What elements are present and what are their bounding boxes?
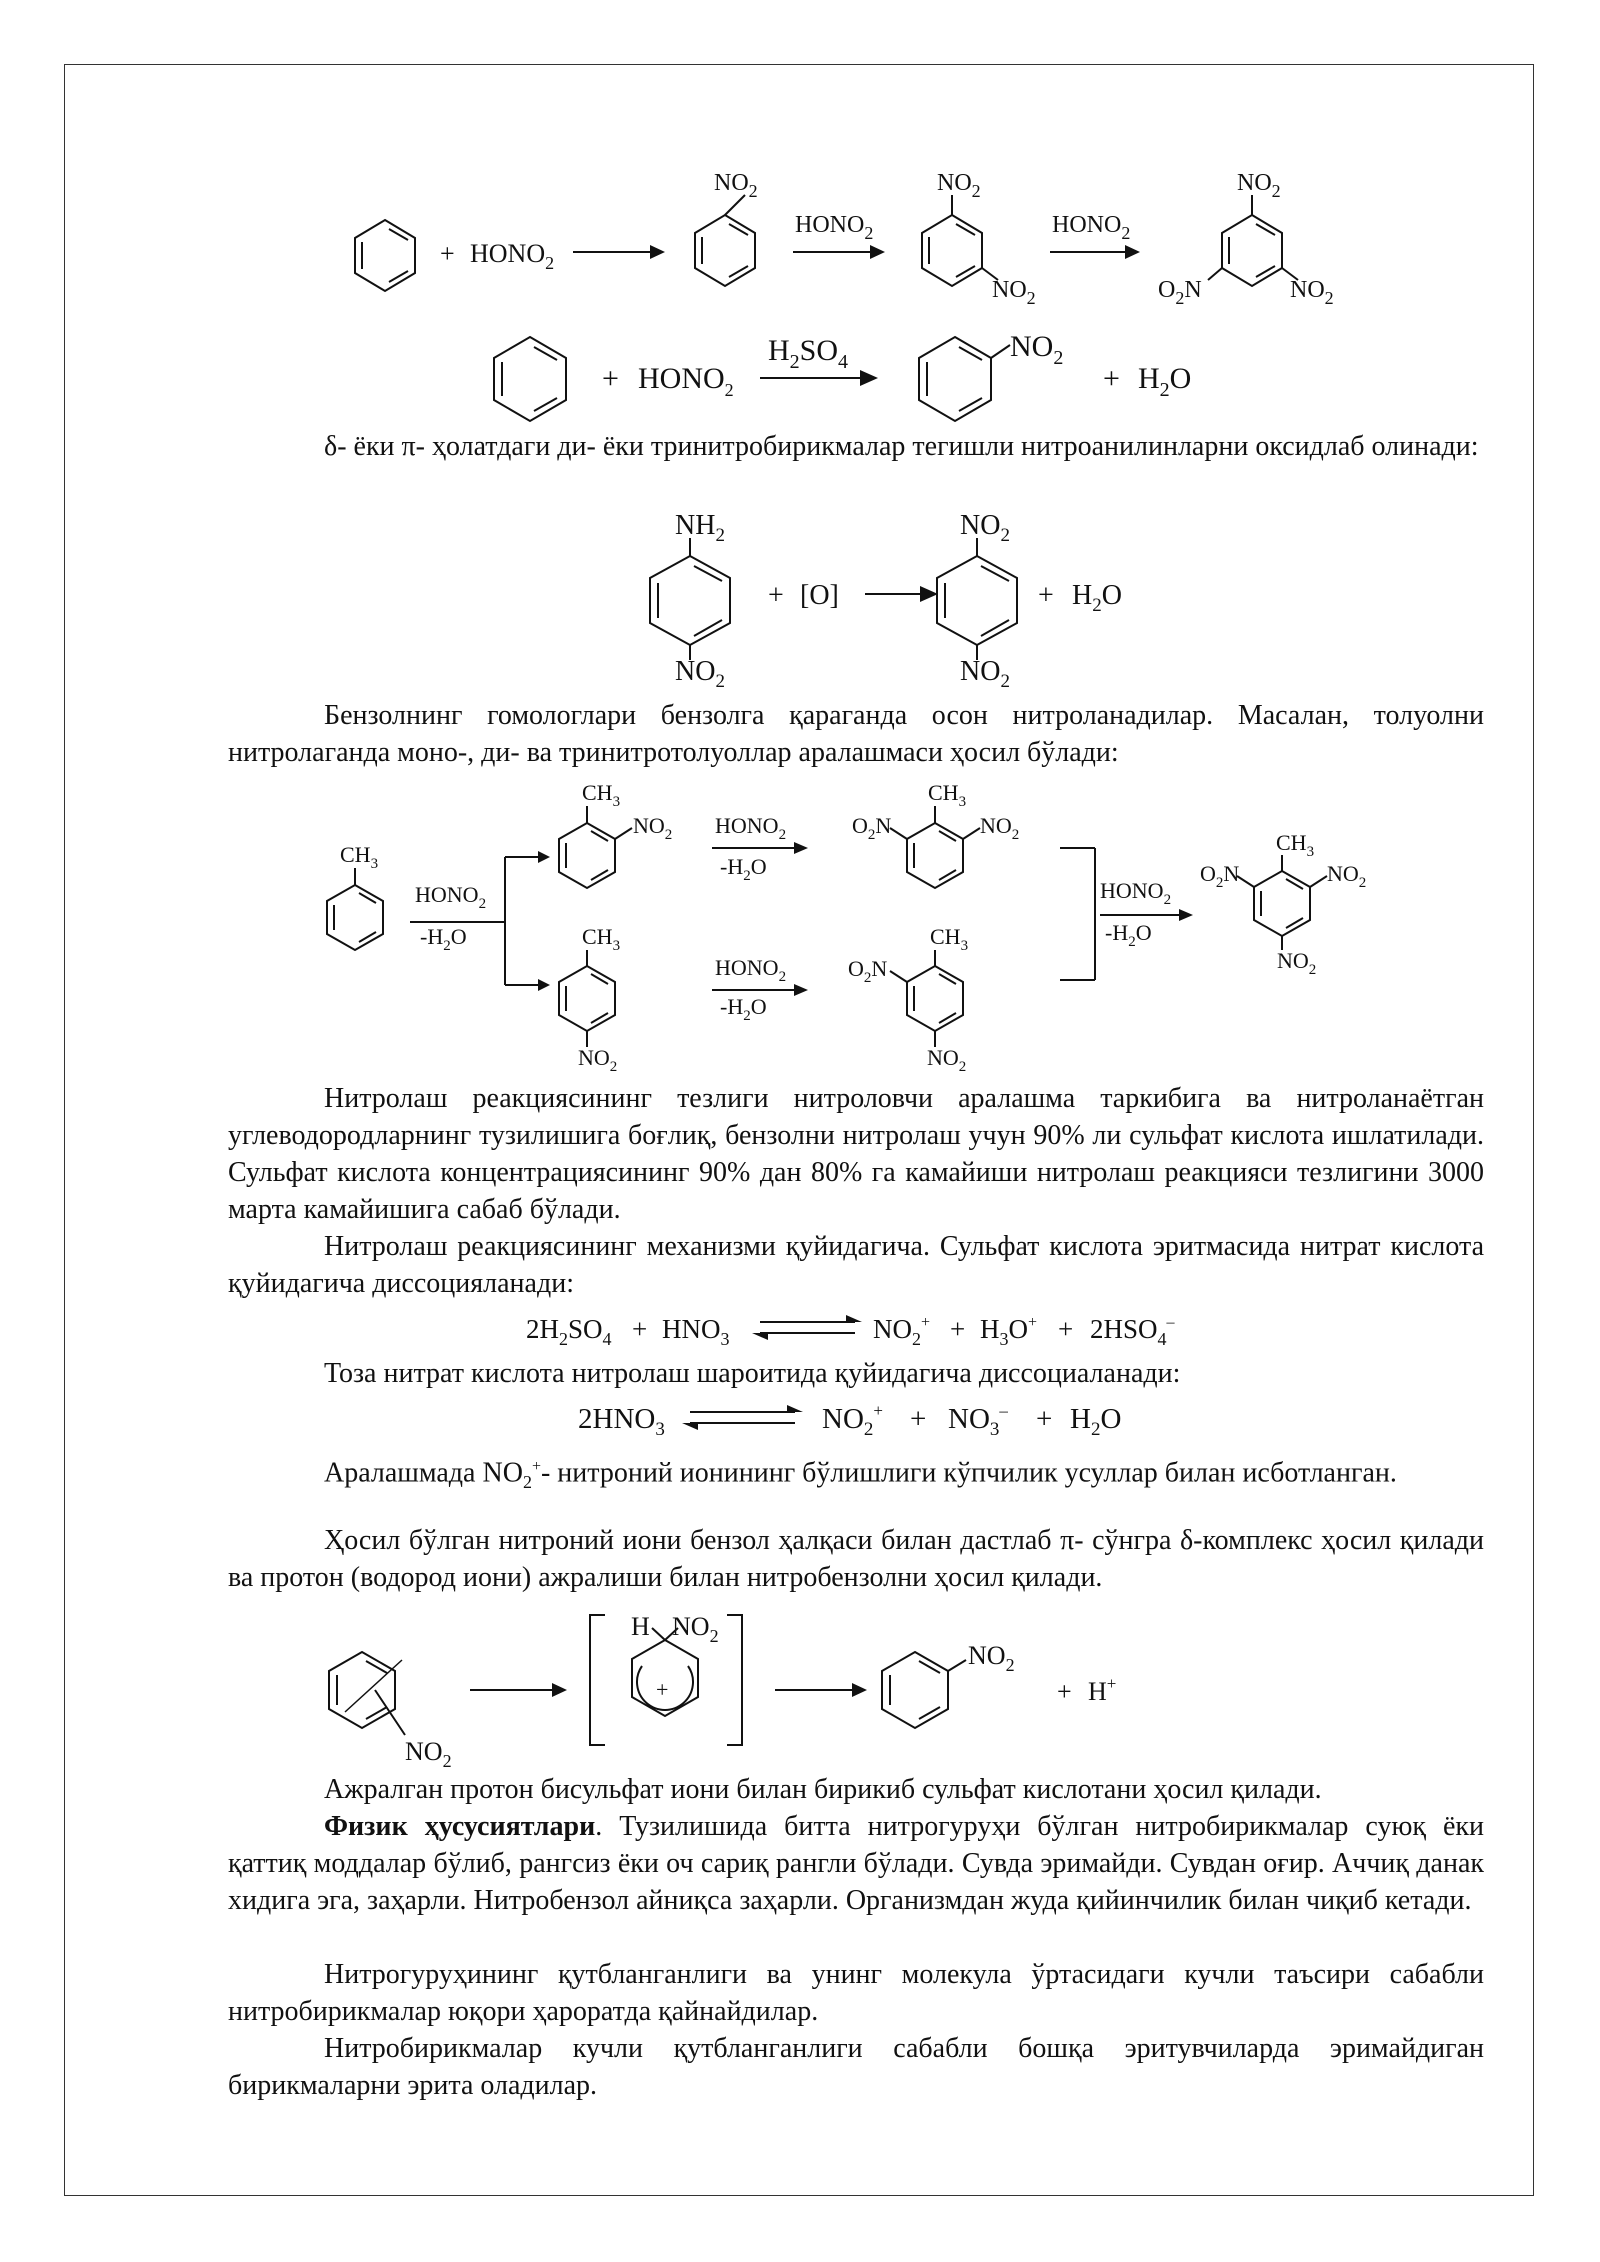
- water-subscript: 2: [1092, 595, 1102, 616]
- reagent-subscript: 2: [545, 253, 555, 273]
- eq2-rhs-a-sup: +: [873, 1401, 883, 1420]
- svg-text:HNO3: [662, 1314, 730, 1349]
- o2n-label: O: [848, 956, 864, 981]
- svg-text:NO2: [1010, 330, 1063, 369]
- o2n-label: O: [1158, 277, 1176, 303]
- paragraph-solvents: Нитробирикмалар кучли қутбланганлиги сабабли бошқа эритувчиларда эримайдиган бирикмаларни эрита оладилар.: [228, 2033, 1484, 2101]
- minus-water-oxygen: O: [1135, 920, 1152, 945]
- plus-sign: +: [1057, 1677, 1072, 1706]
- minus-water-subscript: 2: [743, 1008, 751, 1024]
- paragraph-complex: Ҳосил бўлган нитроний иони бензол ҳалқаси билан дастлаб π- сўнгра δ-комплекс ҳосил қилади ва протон (водород иони) ажралиши билан нитробензолни ҳосил қилади.: [228, 1525, 1484, 1593]
- nitro-subscript: 2: [715, 671, 725, 692]
- eq2-rhs-c: H: [1070, 1403, 1091, 1435]
- nitronium-text-a: Аралашмада NO: [324, 1457, 523, 1489]
- o2n-nitrogen: N: [1184, 277, 1202, 303]
- reagent-subscript: 2: [1163, 892, 1172, 908]
- plus-sign: +: [1038, 580, 1054, 611]
- svg-text:HONO2: [470, 239, 554, 273]
- nitro-label: NO: [960, 510, 1001, 541]
- svg-text:NO2: [960, 656, 1010, 692]
- minus-water-label: -H: [720, 994, 744, 1019]
- reagent-subscript: 2: [478, 896, 487, 912]
- nitro-subscript: 2: [1308, 962, 1317, 978]
- equation-sulfuric-nitric: [0, 1305, 1600, 1350]
- o2n-subscript: 2: [1175, 288, 1185, 308]
- nitro-label: NO: [633, 813, 665, 838]
- o2n-nitrogen: N: [875, 813, 892, 838]
- svg-text:H2O: [1138, 362, 1191, 401]
- svg-text:2HNO3: [578, 1403, 665, 1440]
- eq1-rhs-a: NO: [873, 1314, 912, 1344]
- nitro-subscript: 2: [1271, 181, 1281, 201]
- eq1-lhs-a: 2H: [526, 1314, 559, 1344]
- eq1-lhs-b-sub: 4: [602, 1329, 612, 1349]
- svg-text:HONO2: [415, 882, 486, 912]
- methyl-label: CH: [930, 924, 961, 949]
- svg-text:NO2: [992, 277, 1036, 308]
- svg-text:NO2: [675, 656, 725, 692]
- plus-sign: +: [632, 1314, 648, 1344]
- plus-sign: +: [1036, 1403, 1053, 1435]
- physical-properties-text: . Тузилишида битта нитрогуруҳи бўлган нитробирикмалар суюқ ёки қаттиқ моддалар бўлиб, рангсиз ёки оч сариқ рангли бўлади. Сувда эримайди. Сувдан оғир. Аччиқ данак хидига эга, заҳарли. Нитробензол айниқса заҳарли. Организмдан жуда қийинчилик билан чиқиб кетади.: [228, 1811, 1485, 1916]
- methyl-subscript: 3: [370, 856, 379, 872]
- proton-label: H: [1088, 1677, 1107, 1706]
- reagent-label: HONO: [715, 813, 779, 838]
- catalyst-mid: SO: [799, 334, 839, 367]
- svg-text:-H2O: [1105, 920, 1152, 950]
- paragraph-boiling: Нитрогуруҳининг қутбланганлиги ва унинг молекула ўртасидаги кучли таъсири сабабли нитробирикмалар юқори ҳароратда қайнайдилар.: [228, 1959, 1484, 2027]
- svg-text:HONO2: [715, 813, 786, 843]
- eq2-rhs-b-sup: –: [999, 1401, 1008, 1420]
- scheme-toluene-nitration: [0, 775, 1600, 1075]
- paragraph-pure-acid: Тоза нитрат кислота нитролаш шароитида қуйидагича диссоциаланади:: [324, 1358, 1181, 1389]
- eq1-rhs-a-sup: +: [921, 1314, 931, 1331]
- svg-text:NO2: [672, 1612, 719, 1646]
- nitronium-sub: 2: [522, 1471, 532, 1492]
- svg-text:2HSO4–: [1090, 1314, 1176, 1349]
- hydrogen-label: H: [631, 1612, 650, 1641]
- nitro-subscript: 2: [609, 1059, 618, 1075]
- amine-subscript: 2: [715, 525, 725, 546]
- eq1-rhs-b-o: O: [1008, 1314, 1028, 1344]
- plus-sign: +: [768, 580, 784, 611]
- svg-text:NO2: [968, 1641, 1015, 1675]
- nitro-label: NO: [672, 1612, 710, 1641]
- minus-water-label: -H: [1105, 920, 1129, 945]
- o2n-label: O: [1200, 861, 1216, 886]
- methyl-label: CH: [582, 924, 613, 949]
- svg-text:O2N: [1200, 861, 1239, 891]
- catalyst-sub2: 4: [838, 351, 849, 373]
- svg-text:-H2O: [720, 854, 767, 884]
- reagent-label: HONO: [638, 362, 725, 395]
- svg-text:HONO2: [1052, 212, 1130, 243]
- water-subscript: 2: [1159, 379, 1170, 401]
- methyl-subscript: 3: [612, 938, 621, 954]
- reagent-label: HONO: [1052, 212, 1122, 238]
- minus-water-subscript: 2: [743, 868, 751, 884]
- eq2-rhs-b: NO: [948, 1403, 990, 1435]
- svg-text:H2O: [1070, 1403, 1121, 1440]
- svg-text:HONO2: [638, 362, 734, 400]
- eq1-rhs-b-sup: +: [1028, 1314, 1038, 1331]
- o2n-subscript: 2: [867, 827, 876, 843]
- nitro-subscript: 2: [1011, 827, 1020, 843]
- nitro-label: NO: [578, 1045, 610, 1070]
- eq1-rhs-a-sub: 2: [912, 1329, 921, 1349]
- svg-text:NO2: [714, 170, 758, 201]
- o2n-nitrogen: N: [871, 956, 888, 981]
- eq2-rhs-c-o: O: [1100, 1403, 1122, 1435]
- eq1-rhs-c: 2HSO: [1090, 1314, 1158, 1344]
- reagent-label: HONO: [415, 882, 479, 907]
- minus-water-oxygen: O: [450, 924, 467, 949]
- svg-text:HONO2: [715, 955, 786, 985]
- nitro-subscript: 2: [971, 181, 981, 201]
- eq2-rhs-c-sub: 2: [1090, 1419, 1101, 1440]
- svg-text:NO2+: [873, 1314, 930, 1349]
- svg-text:NO2: [1290, 277, 1334, 308]
- methyl-subscript: 3: [612, 794, 621, 810]
- water-oxygen: O: [1169, 362, 1192, 395]
- reagent-label: HONO: [795, 212, 865, 238]
- eq2-lhs: 2HNO: [578, 1403, 656, 1435]
- nitro-subscript: 2: [664, 827, 673, 843]
- equation-nitric-autodissociation: [0, 1395, 1600, 1440]
- svg-text:CH3: [930, 924, 968, 954]
- section-heading: Физик ҳусусиятлари: [324, 1811, 596, 1842]
- paragraph-toluene: Бензолнинг гомологлари бензолга қараганда осон нитроланадилар. Масалан, толуолни нитролаганда моно-, ди- ва тринитротолуоллар аралашмаси ҳосил бўлади:: [228, 700, 1484, 768]
- eq1-lhs-c-sub: 3: [720, 1329, 730, 1349]
- catalyst-sub1: 2: [789, 351, 800, 373]
- scheme-sigma-complex: [0, 1600, 1600, 1771]
- water-label: H: [1138, 362, 1160, 395]
- plus-sign: +: [1103, 362, 1120, 395]
- reagent-subscript: 2: [1121, 223, 1131, 243]
- eq1-lhs-a-sub: 2: [559, 1329, 568, 1349]
- reagent-label: HONO: [1100, 878, 1164, 903]
- nitro-label: NO: [405, 1737, 443, 1766]
- methyl-subscript: 3: [958, 794, 967, 810]
- paragraph-nitronium: [228, 1448, 1484, 1501]
- water-oxygen: O: [1101, 580, 1122, 611]
- nitro-subscript: 2: [1358, 875, 1367, 891]
- nitro-subscript: 2: [1026, 288, 1036, 308]
- nitro-subscript: 2: [1000, 525, 1010, 546]
- paragraph-mechanism: Нитролаш реакциясининг механизми қуйидагича. Сульфат кислота эритмасида нитрат кислота қуйидагича диссоцияланади:: [228, 1231, 1484, 1299]
- o2n-subscript: 2: [863, 970, 872, 986]
- nitro-subscript: 2: [709, 1626, 719, 1646]
- oxidant-label: [O]: [800, 580, 839, 611]
- eq1-rhs-c-sup: –: [1166, 1314, 1175, 1331]
- svg-text:NO2: [405, 1737, 452, 1771]
- nitro-label: NO: [714, 170, 749, 196]
- paragraph-rate: Нитролаш реакциясининг тезлиги нитроловчи аралашма таркибига ва нитроланаётган углеводородларнинг тузилишига боғлиқ, бензолни нитролаш учун 90% ли сульфат кислота ишлатилади. Сульфат кислота концентрациясининг 90% дан 80% га камайиши нитролаш реакцияси тезлигини 3000 марта камайишига сабаб бўлади.: [228, 1083, 1484, 1225]
- reagent-label: HONO: [470, 239, 546, 268]
- svg-text:HONO2: [1100, 878, 1171, 908]
- svg-text:NO3–: [948, 1401, 1008, 1440]
- svg-text:NO2: [937, 170, 981, 201]
- svg-text:NO2: [578, 1045, 617, 1075]
- eq1-rhs-b: H: [980, 1314, 1000, 1344]
- reagent-label: HONO: [715, 955, 779, 980]
- nitro-label: NO: [927, 1045, 959, 1070]
- paragraph-proton: Ажралган протон бисульфат иони билан бирикиб сульфат кислотани ҳосил қилади.: [324, 1774, 1322, 1805]
- paragraph-physical-properties: [228, 1808, 1484, 1919]
- eq1-lhs-b: SO: [568, 1314, 603, 1344]
- minus-water-oxygen: O: [750, 994, 767, 1019]
- plus-sign: +: [440, 239, 455, 268]
- methyl-label: CH: [1276, 830, 1307, 855]
- nitronium-sup: +: [531, 1458, 541, 1475]
- scheme-benzene-nitration-series: [0, 150, 1600, 320]
- scheme-nitroaniline-oxidation: [0, 510, 1600, 690]
- proton-sup: +: [1106, 1674, 1117, 1693]
- nitro-label: NO: [992, 277, 1027, 303]
- svg-text:CH3: [928, 780, 966, 810]
- svg-text:O2N: [1158, 277, 1202, 308]
- svg-text:NO2: [960, 510, 1010, 546]
- minus-water-label: -H: [420, 924, 444, 949]
- eq2-lhs-sub: 3: [655, 1419, 665, 1440]
- plus-sign: +: [1058, 1314, 1074, 1344]
- charge-label: +: [656, 1677, 669, 1702]
- nitro-subscript: 2: [1324, 288, 1334, 308]
- eq2-rhs-a-sub: 2: [863, 1419, 874, 1440]
- svg-text:2H2SO4: [526, 1314, 612, 1349]
- svg-text:H+: [1088, 1674, 1116, 1706]
- methyl-label: CH: [582, 780, 613, 805]
- nitro-label: NO: [675, 656, 716, 687]
- nitro-label: NO: [1010, 330, 1054, 363]
- methyl-subscript: 3: [960, 938, 969, 954]
- plus-sign: +: [950, 1314, 966, 1344]
- svg-text:H2SO4: [768, 334, 848, 373]
- plus-sign: +: [910, 1403, 927, 1435]
- nitro-subscript: 2: [1005, 1655, 1015, 1675]
- eq1-rhs-b-sub: 3: [999, 1329, 1009, 1349]
- svg-text:H2O: [1072, 580, 1122, 616]
- svg-text:NO2: [633, 813, 672, 843]
- svg-text:H3O+: [980, 1314, 1037, 1349]
- svg-text:HONO2: [795, 212, 873, 243]
- eq1-rhs-c-sub: 4: [1157, 1329, 1167, 1349]
- svg-text:CH3: [582, 924, 620, 954]
- catalyst-label: H: [768, 334, 790, 367]
- amine-label: NH: [675, 510, 716, 541]
- methyl-label: CH: [928, 780, 959, 805]
- reagent-subscript: 2: [778, 969, 787, 985]
- minus-water-subscript: 2: [1128, 934, 1136, 950]
- svg-text:NO2: [1277, 948, 1316, 978]
- nitro-label: NO: [980, 813, 1012, 838]
- plus-sign: +: [602, 362, 619, 395]
- o2n-label: O: [852, 813, 868, 838]
- nitro-label: NO: [1290, 277, 1325, 303]
- svg-text:-H2O: [720, 994, 767, 1024]
- svg-text:CH3: [582, 780, 620, 810]
- minus-water-label: -H: [720, 854, 744, 879]
- o2n-subscript: 2: [1215, 875, 1224, 891]
- eq2-rhs-b-sub: 3: [989, 1419, 1000, 1440]
- nitro-subscript: 2: [748, 181, 758, 201]
- svg-text:NO2: [927, 1045, 966, 1075]
- nitro-label: NO: [937, 170, 972, 196]
- svg-text:NO2+: [822, 1401, 883, 1440]
- methyl-subscript: 3: [1306, 844, 1315, 860]
- nitro-subscript: 2: [1000, 671, 1010, 692]
- nitro-label: NO: [1327, 861, 1359, 886]
- svg-text:-H2O: [420, 924, 467, 954]
- eq1-lhs-c: HNO: [662, 1314, 721, 1344]
- minus-water-subscript: 2: [443, 938, 451, 954]
- svg-text:NO2: [1237, 170, 1281, 201]
- svg-text:NH2: [675, 510, 725, 546]
- nitro-label: NO: [960, 656, 1001, 687]
- svg-text:CH3: [340, 842, 378, 872]
- minus-water-oxygen: O: [750, 854, 767, 879]
- nitro-subscript: 2: [958, 1059, 967, 1075]
- reagent-subscript: 2: [778, 827, 787, 843]
- nitro-label: NO: [968, 1641, 1006, 1670]
- water-label: H: [1072, 580, 1093, 611]
- svg-text:O2N: [852, 813, 891, 843]
- svg-text:NO2: [980, 813, 1019, 843]
- nitro-subscript: 2: [442, 1751, 452, 1771]
- nitro-label: NO: [1277, 948, 1309, 973]
- methyl-label: CH: [340, 842, 371, 867]
- paragraph-oxidation: δ- ёки π- ҳолатдаги ди- ёки тринитробирикмалар тегишли нитроанилинларни оксидлаб олинади:: [324, 431, 1479, 462]
- svg-text:O2N: [848, 956, 887, 986]
- o2n-nitrogen: N: [1223, 861, 1240, 886]
- nitro-subscript: 2: [1053, 347, 1064, 369]
- reagent-subscript: 2: [724, 380, 734, 400]
- scheme-benzene-sulfuric: [0, 320, 1600, 420]
- nitro-label: NO: [1237, 170, 1272, 196]
- eq2-rhs-a: NO: [822, 1403, 864, 1435]
- reagent-subscript: 2: [864, 223, 874, 243]
- nitronium-text-b: - нитроний ионининг бўлишлиги кўпчилик усуллар билан исботланган.: [540, 1457, 1397, 1489]
- svg-text:NO2: [1327, 861, 1366, 891]
